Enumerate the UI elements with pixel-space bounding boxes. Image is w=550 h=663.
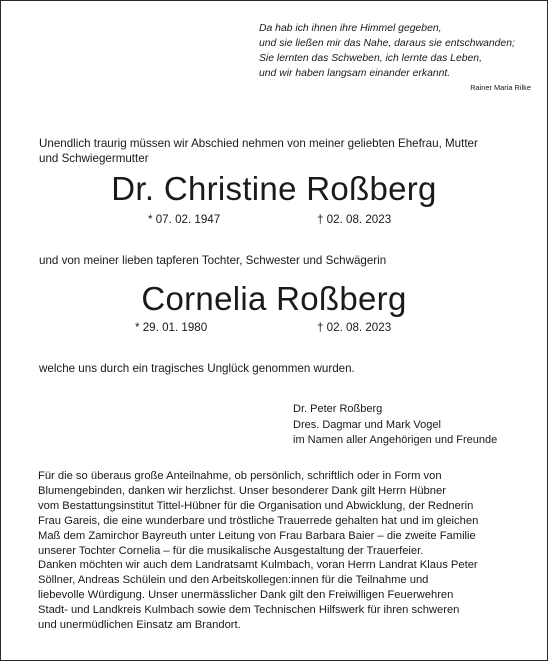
intro-line-3: und von meiner lieben tapferen Tochter, Schwester und Schwägerin bbox=[39, 254, 387, 267]
death-date-1: † 02. 08. 2023 bbox=[317, 213, 392, 226]
thanks-line: Danken möchten wir auch dem Landratsamt Kulmbach, voran Herrn Landrat Klaus Peter bbox=[38, 559, 478, 572]
poem-line: und wir haben langsam einander erkannt. bbox=[259, 68, 451, 79]
deceased-name-2: Cornelia Roßberg bbox=[141, 280, 407, 317]
signer-line: im Namen aller Angehörigen und Freunde bbox=[293, 434, 498, 446]
thanks-line: Söllner, Andreas Schülein und den Arbeitskollegen:innen für die Teilnahme und bbox=[38, 574, 429, 587]
thanks-paragraph bbox=[38, 469, 518, 633]
signer-line: Dr. Peter Roßberg bbox=[293, 403, 383, 415]
thanks-line: Für die so überaus große Anteilnahme, ob persönlich, schriftlich oder in Form von bbox=[38, 470, 442, 482]
thanks-line: Stadt- und Landkreis Kulmbach sowie dem Technischen Hilfswerk für ihren schweren bbox=[38, 604, 460, 617]
poem-line: Da hab ich ihnen ihre Himmel gegeben, bbox=[259, 23, 442, 34]
birth-date-2: * 29. 01. 1980 bbox=[135, 321, 208, 334]
poem-quote bbox=[259, 21, 529, 81]
thanks-line: und unermüdlichen Einsatz am Brandort. bbox=[38, 619, 241, 632]
poem-line: und sie ließen mir das Nahe, daraus sie entschwanden; bbox=[259, 38, 515, 49]
death-date-2: † 02. 08. 2023 bbox=[317, 321, 392, 334]
accident-text: welche uns durch ein tragisches Unglück genommen wurden. bbox=[39, 362, 355, 375]
signer-line: Dres. Dagmar und Mark Vogel bbox=[293, 418, 441, 431]
signers-block bbox=[293, 402, 497, 449]
thanks-line: Maß dem Zamirchor Bayreuth unter Leitung von Frau Barbara Baier – die zweite Familie bbox=[38, 529, 476, 542]
deceased-name-1: Dr. Christine Roßberg bbox=[111, 170, 437, 207]
intro-line-2: und Schwiegermutter bbox=[39, 152, 149, 165]
thanks-line: Blumengebinden, danken wir herzlichst. Unser besonderer Dank gilt Herrn Hübner bbox=[38, 484, 446, 497]
thanks-line: Frau Gareis, die eine wunderbare und tröstliche Trauerrede gehalten hat und im gleichen bbox=[38, 514, 479, 527]
intro-line-1: Unendlich traurig müssen wir Abschied nehmen von meiner geliebten Ehefrau, Mutter bbox=[39, 137, 478, 150]
poem-line: Sie lernten das Schweben, ich lernte das Leben, bbox=[259, 53, 482, 64]
birth-date-1: * 07. 02. 1947 bbox=[148, 213, 221, 226]
poem-author: Rainer Maria Rilke bbox=[470, 83, 531, 92]
thanks-line: liebevolle Würdigung. Unser unermässlicher Dank gilt den Freiwilligen Feuerwehren bbox=[38, 589, 454, 602]
thanks-line: vom Bestattungsinstitut Tittel-Hübner für die Organisation und Abwicklung, der Rednerin bbox=[38, 499, 474, 512]
thanks-line: unserer Tochter Cornelia – für die musikalische Ausgestaltung der Trauerfeier. bbox=[38, 544, 424, 557]
